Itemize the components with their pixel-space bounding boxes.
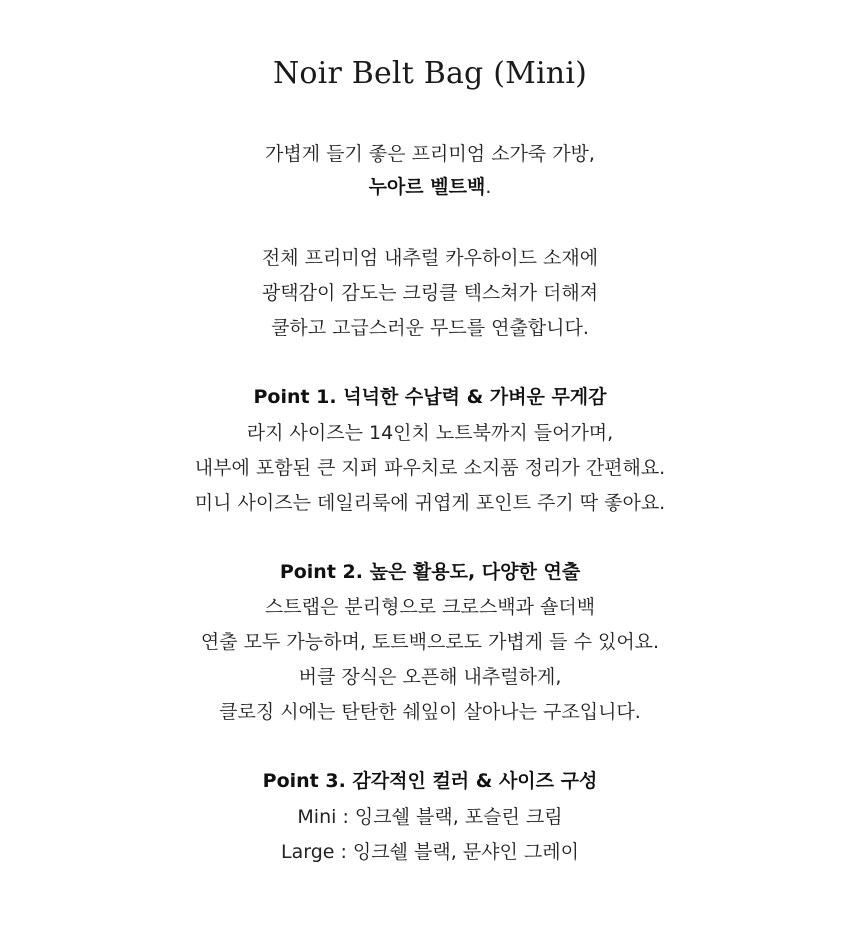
point2-line: 클로징 시에는 탄탄한 쉐잎이 살아나는 구조입니다. (219, 701, 641, 723)
point2-line: 연출 모두 가능하며, 토트백으로도 가볍게 들 수 있어요. (200, 631, 660, 653)
material-line: 쿨하고 고급스러운 무드를 연출합니다. (271, 317, 589, 339)
point1-line: 미니 사이즈는 데일리룩에 귀엽게 포인트 주기 딱 좋아요. (194, 492, 666, 514)
product-name-emphasis: 누아르 벨트백 (368, 176, 486, 198)
product-title: Noir Belt Bag (Mini) (272, 56, 588, 91)
intro-period: . (485, 176, 492, 198)
point2-line: 버클 장식은 오픈해 내추럴하게, (298, 666, 562, 688)
point1-line: 라지 사이즈는 14인치 노트북까지 들어가며, (246, 422, 614, 444)
point3-line: Large : 잉크쉘 블랙, 문샤인 그레이 (281, 841, 579, 863)
material-line: 전체 프리미엄 내추럴 카우하이드 소재에 (261, 247, 599, 269)
intro-line-1: 가볍게 들기 좋은 프리미엄 소가죽 가방, (265, 143, 595, 165)
intro-line (0, 174, 860, 200)
point1-heading: Point 1. 넉넉한 수납력 & 가벼운 무게감 (253, 386, 607, 408)
intro-line (0, 141, 860, 167)
point2-line: 스트랩은 분리형으로 크로스백과 숄더백 (264, 596, 596, 618)
material-line: 광택감이 감도는 크링클 텍스쳐가 더해져 (261, 282, 599, 304)
point3-line: Mini : 잉크쉘 블랙, 포슬린 크림 (297, 806, 563, 828)
point3-heading: Point 3. 감각적인 컬러 & 사이즈 구성 (262, 770, 598, 792)
point1-line: 내부에 포함된 큰 지퍼 파우치로 소지품 정리가 간편해요. (194, 457, 666, 479)
point2-heading: Point 2. 높은 활용도, 다양한 연출 (279, 561, 581, 583)
